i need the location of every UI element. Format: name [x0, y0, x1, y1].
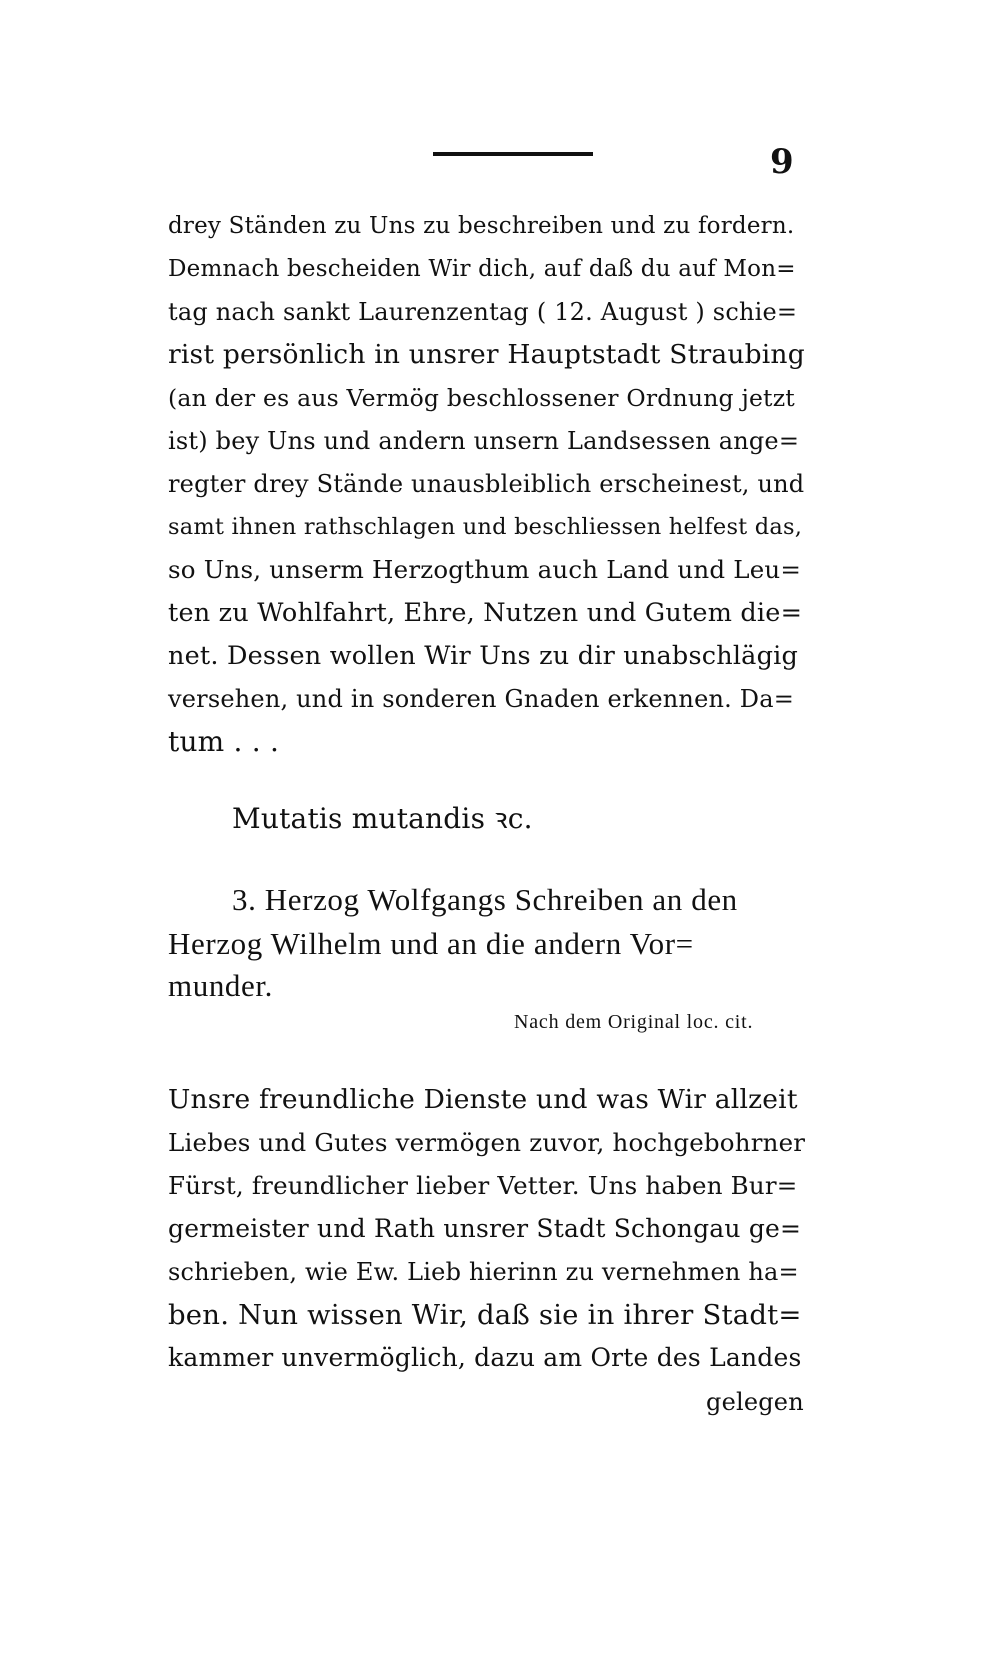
text-line: schrieben, wie Ew. Lieb hierinn zu vernehmen ha=: [168, 1258, 799, 1286]
text-line: Liebes und Gutes vermögen zuvor, hochgebohrner: [168, 1128, 806, 1157]
text-line: kammer unvermöglich, dazu am Orte des Landes: [168, 1343, 802, 1372]
text-line: tag nach sankt Laurenzentag ( 12. August ) schie=: [168, 298, 798, 326]
text-line: Unsre freundliche Dienste und was Wir allzeit: [168, 1084, 798, 1115]
page-number: 9: [770, 142, 794, 182]
header-rule: [433, 152, 593, 156]
text-line: regter drey Stände unausbleiblich erscheinest, und: [168, 470, 805, 498]
text-line: ben. Nun wissen Wir, daß sie in ihrer Stadt=: [168, 1299, 802, 1331]
text-line: tum . . .: [168, 725, 280, 758]
text-line: (an der es aus Vermög beschlossener Ordnung jetzt: [168, 384, 795, 412]
text-line: samt ihnen rathschlagen und beschliessen helfest das,: [168, 514, 803, 540]
closing-formula: Mutatis mutandis ꝛc.: [232, 802, 533, 835]
text-line: net. Dessen wollen Wir Uns zu dir unabschlägig: [168, 641, 798, 671]
section-heading-line: munder.: [168, 968, 273, 1003]
text-line: ist) bey Uns und andern unsern Landsessen ange=: [168, 427, 800, 455]
catchword: gelegen: [706, 1388, 804, 1416]
text-line: Fürst, freundlicher lieber Vetter. Uns haben Bur=: [168, 1171, 798, 1200]
text-line: versehen, und in sonderen Gnaden erkennen. Da=: [168, 685, 795, 713]
section-heading-line: 3. Herzog Wolfgangs Schreiben an den: [232, 882, 738, 917]
text-line: so Uns, unserm Herzogthum auch Land und Leu=: [168, 555, 802, 584]
text-line: ten zu Wohlfahrt, Ehre, Nutzen und Gutem die=: [168, 598, 803, 628]
text-line: drey Ständen zu Uns zu beschreiben und zu fordern.: [168, 213, 795, 239]
section-heading-line: Herzog Wilhelm und an die andern Vor=: [168, 926, 694, 961]
text-line: rist persönlich in unsrer Hauptstadt Straubing: [168, 339, 805, 370]
text-line: germeister und Rath unsrer Stadt Schongau ge=: [168, 1214, 802, 1243]
text-line: Demnach bescheiden Wir dich, auf daß du auf Mon=: [168, 256, 796, 282]
source-note: Nach dem Original loc. cit.: [514, 1011, 754, 1033]
